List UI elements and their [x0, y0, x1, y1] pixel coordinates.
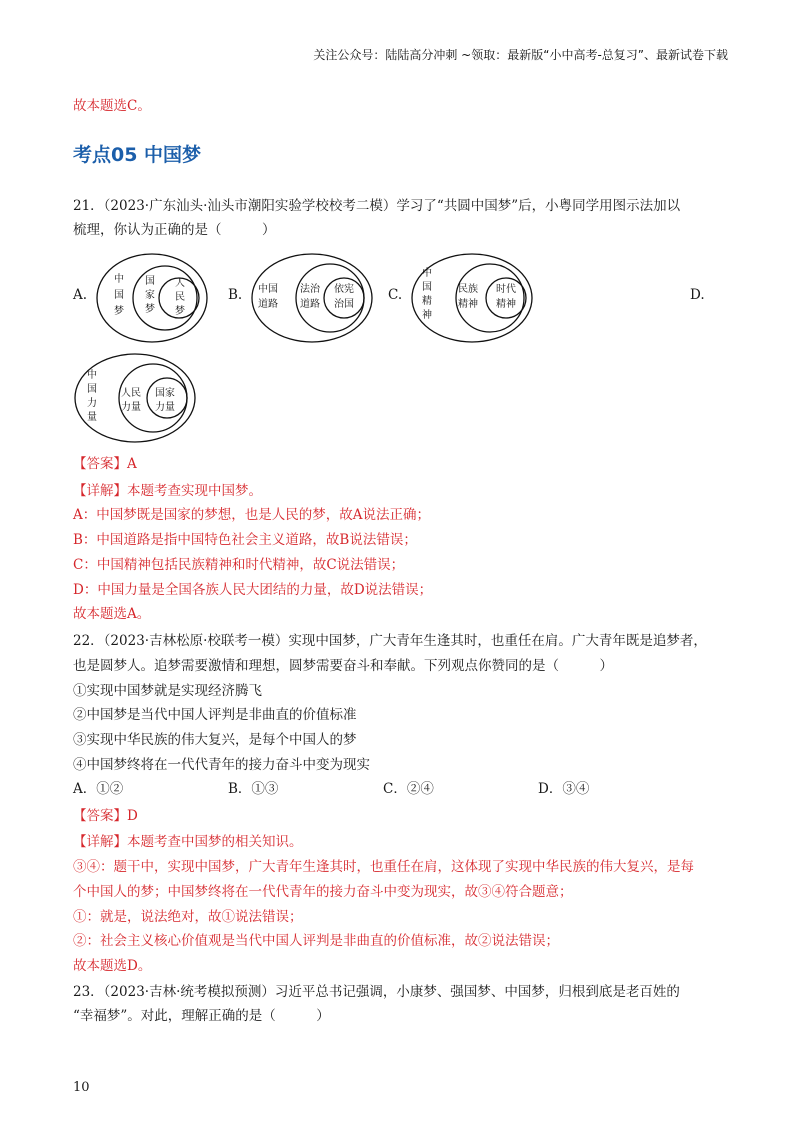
svg-text:中国: 中国 [258, 284, 278, 295]
q21-option-a-label: A. [73, 287, 88, 303]
svg-text:精神: 精神 [458, 299, 478, 310]
q22-explain-1: ③④：题干中，实现中国梦，广大青年生逢其时，也重任在肩，这体现了实现中华民族的伟大复兴，是每 [73, 859, 694, 875]
q22-choice-c: C．②④ [383, 781, 434, 797]
q22-conclusion: 故本题选D。 [73, 958, 152, 974]
q21-option-c-diagram [410, 252, 535, 344]
svg-text:国: 国 [422, 282, 432, 293]
q21-option-a-diagram [95, 252, 210, 344]
svg-text:中: 中 [422, 268, 432, 279]
q22-choice-d: D．③④ [538, 781, 590, 797]
q22-explain-3: ①：就是，说法绝对，故①说法错误； [73, 909, 303, 925]
q23-stem-line1: 23．（2023·吉林·统考模拟预测）习近平总书记强调，小康梦、强国梦、中国梦，归根到底是老百姓的 [73, 984, 680, 1000]
svg-text:民族: 民族 [458, 284, 478, 295]
q23-stem-line2: “幸福梦”。对此，理解正确的是（ ） [73, 1008, 330, 1024]
q21-option-b-label: B. [228, 287, 243, 303]
q21-explain-d: D：中国力量是全国各族人民大团结的力量，故D说法错误； [73, 582, 433, 598]
q22-detail: 【详解】本题考查中国梦的相关知识。 [73, 834, 303, 850]
svg-text:中: 中 [87, 370, 97, 381]
svg-text:法治: 法治 [300, 284, 320, 295]
a-in-3: 梦 [175, 306, 185, 317]
a-mid-3: 梦 [145, 304, 155, 315]
q21-option-c-label: C. [388, 287, 403, 303]
svg-text:依宪: 依宪 [334, 284, 354, 295]
svg-text:人民: 人民 [121, 388, 141, 399]
svg-text:力量: 力量 [121, 402, 141, 413]
q21-stem-line1: 21．（2023·广东汕头·汕头市潮阳实验学校校考二模）学习了“共圆中国梦”后，小粤同学用图示法加以 [73, 198, 681, 214]
q22-explain-4: ②：社会主义核心价值观是当代中国人评判是非曲直的价值标准，故②说法错误； [73, 933, 559, 949]
a-mid-2: 家 [145, 290, 155, 301]
q21-option-b-diagram [250, 252, 375, 344]
svg-text:治国: 治国 [334, 299, 354, 310]
q21-conclusion: 故本题选A。 [73, 606, 151, 622]
q22-choice-b: B．①③ [228, 781, 279, 797]
a-outer-3: 梦 [114, 306, 124, 317]
q21-explain-b: B：中国道路是指中国特色社会主义道路，故B说法错误； [73, 532, 417, 548]
svg-text:量: 量 [87, 412, 97, 423]
q22-answer: 【答案】D [73, 808, 138, 824]
q21-option-d-label: D. [690, 287, 705, 303]
a-outer-2: 国 [114, 290, 124, 301]
a-in-2: 民 [175, 292, 185, 303]
svg-text:时代: 时代 [496, 284, 516, 295]
q21-answer: 【答案】A [73, 456, 137, 472]
q21-explain-c: C：中国精神包括民族精神和时代精神，故C说法错误； [73, 557, 405, 573]
section-title: 考点05 中国梦 [73, 144, 202, 166]
svg-text:精神: 精神 [496, 299, 516, 310]
page-header: 关注公众号：陆陆高分冲刺 ~领取：最新版“小中高考-总复习”、最新试卷下载 [313, 48, 728, 62]
a-outer-1: 中 [114, 274, 124, 285]
q21-explain-a: A：中国梦既是国家的梦想，也是人民的梦，故A说法正确； [73, 507, 430, 523]
svg-text:道路: 道路 [258, 299, 278, 310]
q22-explain-2: 个中国人的梦；中国梦终将在一代代青年的接力奋斗中变为现实，故③④符合题意； [73, 884, 573, 900]
svg-text:道路: 道路 [300, 299, 320, 310]
svg-text:国家: 国家 [155, 388, 175, 399]
a-mid-1: 国 [145, 276, 155, 287]
page-number: 10 [73, 1080, 90, 1095]
svg-text:力量: 力量 [155, 402, 175, 413]
svg-text:神: 神 [422, 310, 432, 321]
prev-conclusion: 故本题选C。 [73, 98, 151, 114]
q22-choice-a: A．①② [73, 781, 124, 797]
q21-stem-line2: 梳理，你认为正确的是（ ） [73, 222, 276, 238]
a-in-1: 人 [175, 278, 185, 289]
q22-stem-line1: 22．（2023·吉林松原·校联考一模）实现中国梦，广大青年生逢其时，也重任在肩。广大青年既是追梦者， [73, 633, 707, 649]
svg-text:国: 国 [87, 384, 97, 395]
svg-text:力: 力 [87, 398, 97, 409]
q22-statement-3: ③实现中华民族的伟大复兴，是每个中国人的梦 [73, 732, 357, 748]
q22-stem-line2: 也是圆梦人。追梦需要激情和理想，圆梦需要奋斗和奉献。下列观点你赞同的是（ ） [73, 658, 613, 674]
q21-detail: 【详解】本题考查实现中国梦。 [73, 483, 262, 499]
q22-statement-4: ④中国梦终将在一代代青年的接力奋斗中变为现实 [73, 757, 370, 773]
q22-statement-1: ①实现中国梦就是实现经济腾飞 [73, 683, 262, 699]
q21-option-d-diagram [73, 352, 198, 444]
svg-text:精: 精 [422, 296, 432, 307]
q22-statement-2: ②中国梦是当代中国人评判是非曲直的价值标准 [73, 707, 357, 723]
